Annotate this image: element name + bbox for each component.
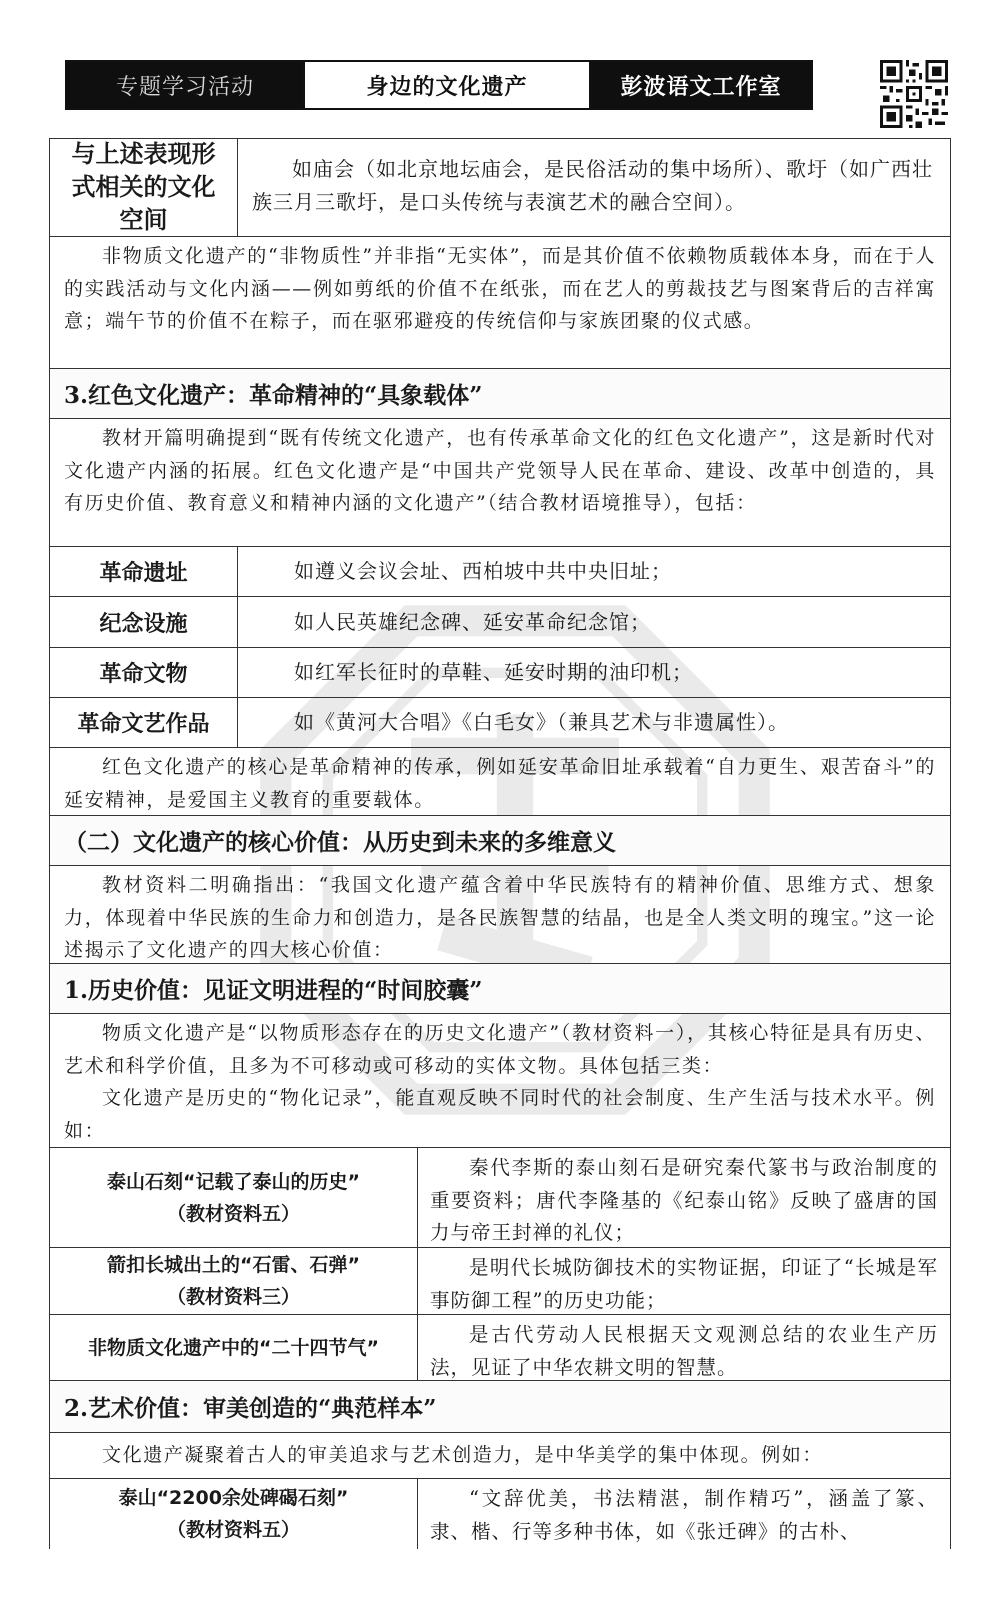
red-item-label: 纪念设施 <box>50 597 238 647</box>
paragraph-nonmaterial: 非物质文化遗产的“非物质性”并非指“无实体”，而是其价值不依赖物质载体本身，而在于人的实践活动与文化内涵——例如剪纸的价值不在纸张，而在艺人的剪裁技艺与图案背后的吉祥寓意；端午节的价值不在粽子，而在驱邪避疫的传统信仰与家族团聚的仪式感。 <box>49 237 951 369</box>
row-cultural-space <box>49 139 951 237</box>
red-item-value: 如遵义会议会址、西柏坡中共中央旧址； <box>294 559 672 584</box>
history-item-row <box>49 1315 951 1381</box>
paragraph-history <box>49 1014 951 1148</box>
red-item-value: 如《黄河大合唱》《白毛女》（兼具艺术与非遗属性）。 <box>294 710 789 735</box>
art-item-value: “文辞优美，书法精湛，制作精巧”，涵盖了篆、隶、楷、行等多种书体，如《张迁碑》的古朴、 <box>430 1487 938 1543</box>
red-item-row <box>49 547 951 597</box>
paragraph-red-core: 红色文化遗产的核心是革命精神的传承，例如延安革命旧址承载着“自力更生、艰苦奋斗”的延安精神，是爱国主义教育的重要载体。 <box>49 748 951 816</box>
header-bar <box>65 60 813 110</box>
history-item-label <box>50 1248 418 1314</box>
art-item-source: （教材资料五） <box>166 1519 300 1541</box>
cultural-space-label: 与上述表现形式相关的文化空间 <box>50 139 238 236</box>
paragraph-art: 文化遗产凝聚着古人的审美追求与艺术创造力，是中华美学的集中体现。例如： <box>49 1433 951 1479</box>
header-studio: 彭波语文工作室 <box>591 62 811 108</box>
red-item-row <box>49 698 951 748</box>
content-table <box>49 138 951 1549</box>
art-item-label-line1: 泰山“2200余处碑碣石刻” <box>118 1487 349 1509</box>
red-item-value: 如红军长征时的草鞋、延安时期的油印机； <box>294 660 693 685</box>
history-item-row <box>49 1148 951 1248</box>
art-item-label <box>50 1479 418 1549</box>
red-item-value: 如人民英雄纪念碑、延安革命纪念馆； <box>294 609 651 634</box>
history-item-label-line1: 非物质文化遗产中的“二十四节气” <box>88 1336 379 1359</box>
red-item-label: 革命文物 <box>50 648 238 697</box>
history-item-label <box>50 1315 418 1380</box>
paragraph-red-intro: 教材开篇明确提到“既有传统文化遗产，也有传承革命文化的红色文化遗产”，这是新时代对文化遗产内涵的拓展。红色文化遗产是“中国共产党领导人民在革命、建设、改革中创造的，具有历史价值、教育意义和精神内涵的文化遗产”（结合教材语境推导），包括： <box>49 419 951 547</box>
history-item-label <box>50 1148 418 1247</box>
red-item-label: 革命文艺作品 <box>50 698 238 747</box>
art-item-row <box>49 1479 951 1549</box>
qr-code-icon[interactable] <box>880 60 948 128</box>
paragraph-history-2: 文化遗产是历史的“物化记录”，能直观反映不同时代的社会制度、生产生活与技术水平。例如： <box>64 1087 936 1142</box>
header-title: 身边的文化遗产 <box>303 62 591 108</box>
red-item-label: 革命遗址 <box>50 547 238 596</box>
paragraph-core-value: 教材资料二明确指出：“我国文化遗产蕴含着中华民族特有的精神价值、思维方式、想象力，体现着中华民族的生命力和创造力，是各民族智慧的结晶，也是全人类文明的瑰宝。”这一论述揭示了文化遗产的四大核心价值： <box>49 866 951 964</box>
heading-red-heritage: 3.红色文化遗产：革命精神的“具象载体” <box>49 369 951 419</box>
red-item-row <box>49 597 951 648</box>
header-topic: 专题学习活动 <box>67 62 303 108</box>
cultural-space-value: 如庙会（如北京地坛庙会，是民俗活动的集中场所）、歌圩（如广西壮族三月三歌圩，是口头传统与表演艺术的融合空间）。 <box>252 157 933 214</box>
history-item-label-line1: 泰山石刻“记载了泰山的历史” <box>107 1170 360 1193</box>
history-item-value: 是明代长城防御技术的实物证据，印证了“长城是军事防御工程”的历史功能； <box>430 1256 938 1312</box>
history-item-source: （教材资料三） <box>166 1286 300 1308</box>
history-item-value: 秦代李斯的泰山刻石是研究秦代篆书与政治制度的重要资料；唐代李隆基的《纪泰山铭》反映了盛唐的国力与帝王封禅的礼仪； <box>430 1156 938 1244</box>
heading-history-value: 1.历史价值：见证文明进程的“时间胶囊” <box>49 964 951 1014</box>
heading-art-value: 2.艺术价值：审美创造的“典范样本” <box>49 1381 951 1433</box>
paragraph-history-1: 物质文化遗产是“以物质形态存在的历史文化遗产”（教材资料一），其核心特征是具有历史、艺术和科学价值，且多为不可移动或可移动的实体文物。具体包括三类： <box>64 1022 936 1077</box>
history-item-value: 是古代劳动人民根据天文观测总结的农业生产历法，见证了中华农耕文明的智慧。 <box>430 1323 938 1379</box>
history-item-row <box>49 1248 951 1315</box>
red-item-row <box>49 648 951 698</box>
history-item-source: （教材资料五） <box>166 1202 300 1225</box>
history-item-label-line1: 箭扣长城出土的“石雷、石弹” <box>107 1254 360 1276</box>
heading-core-value: （二）文化遗产的核心价值：从历史到未来的多维意义 <box>49 816 951 866</box>
